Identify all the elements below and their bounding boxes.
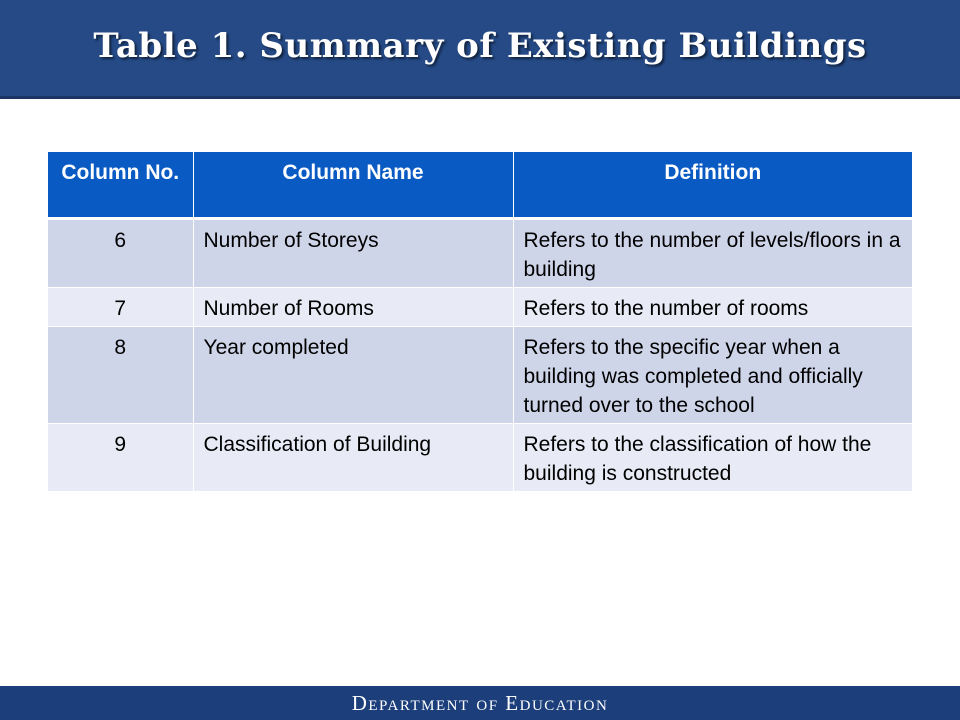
cell-definition: Refers to the number of rooms: [513, 288, 912, 327]
cell-column-name: Number of Storeys: [193, 219, 513, 288]
table-row: [48, 219, 912, 288]
cell-column-no: 8: [48, 327, 193, 424]
footer-bar: [0, 686, 960, 720]
cell-definition: Refers to the number of levels/floors in a building: [513, 219, 912, 288]
header-column-name: Column Name: [193, 152, 513, 219]
cell-column-name: Classification of Building: [193, 424, 513, 492]
cell-column-name: Year completed: [193, 327, 513, 424]
cell-definition: Refers to the specific year when a building was completed and officially turned over to the school: [513, 327, 912, 424]
cell-definition: Refers to the classification of how the building is constructed: [513, 424, 912, 492]
header-column-no: Column No.: [48, 152, 193, 219]
footer-label: Department of Education: [351, 690, 609, 715]
table-row: [48, 288, 912, 327]
slide-title: Table 1. Summary of Existing Buildings: [93, 26, 867, 66]
cell-column-name: Number of Rooms: [193, 288, 513, 327]
cell-column-no: 6: [48, 219, 193, 288]
summary-table: [48, 152, 912, 492]
table-row: [48, 424, 912, 492]
table-row: [48, 327, 912, 424]
cell-column-no: 7: [48, 288, 193, 327]
table-header-row: [48, 152, 912, 219]
header-definition: Definition: [513, 152, 912, 219]
title-bar: [0, 0, 960, 99]
cell-column-no: 9: [48, 424, 193, 492]
